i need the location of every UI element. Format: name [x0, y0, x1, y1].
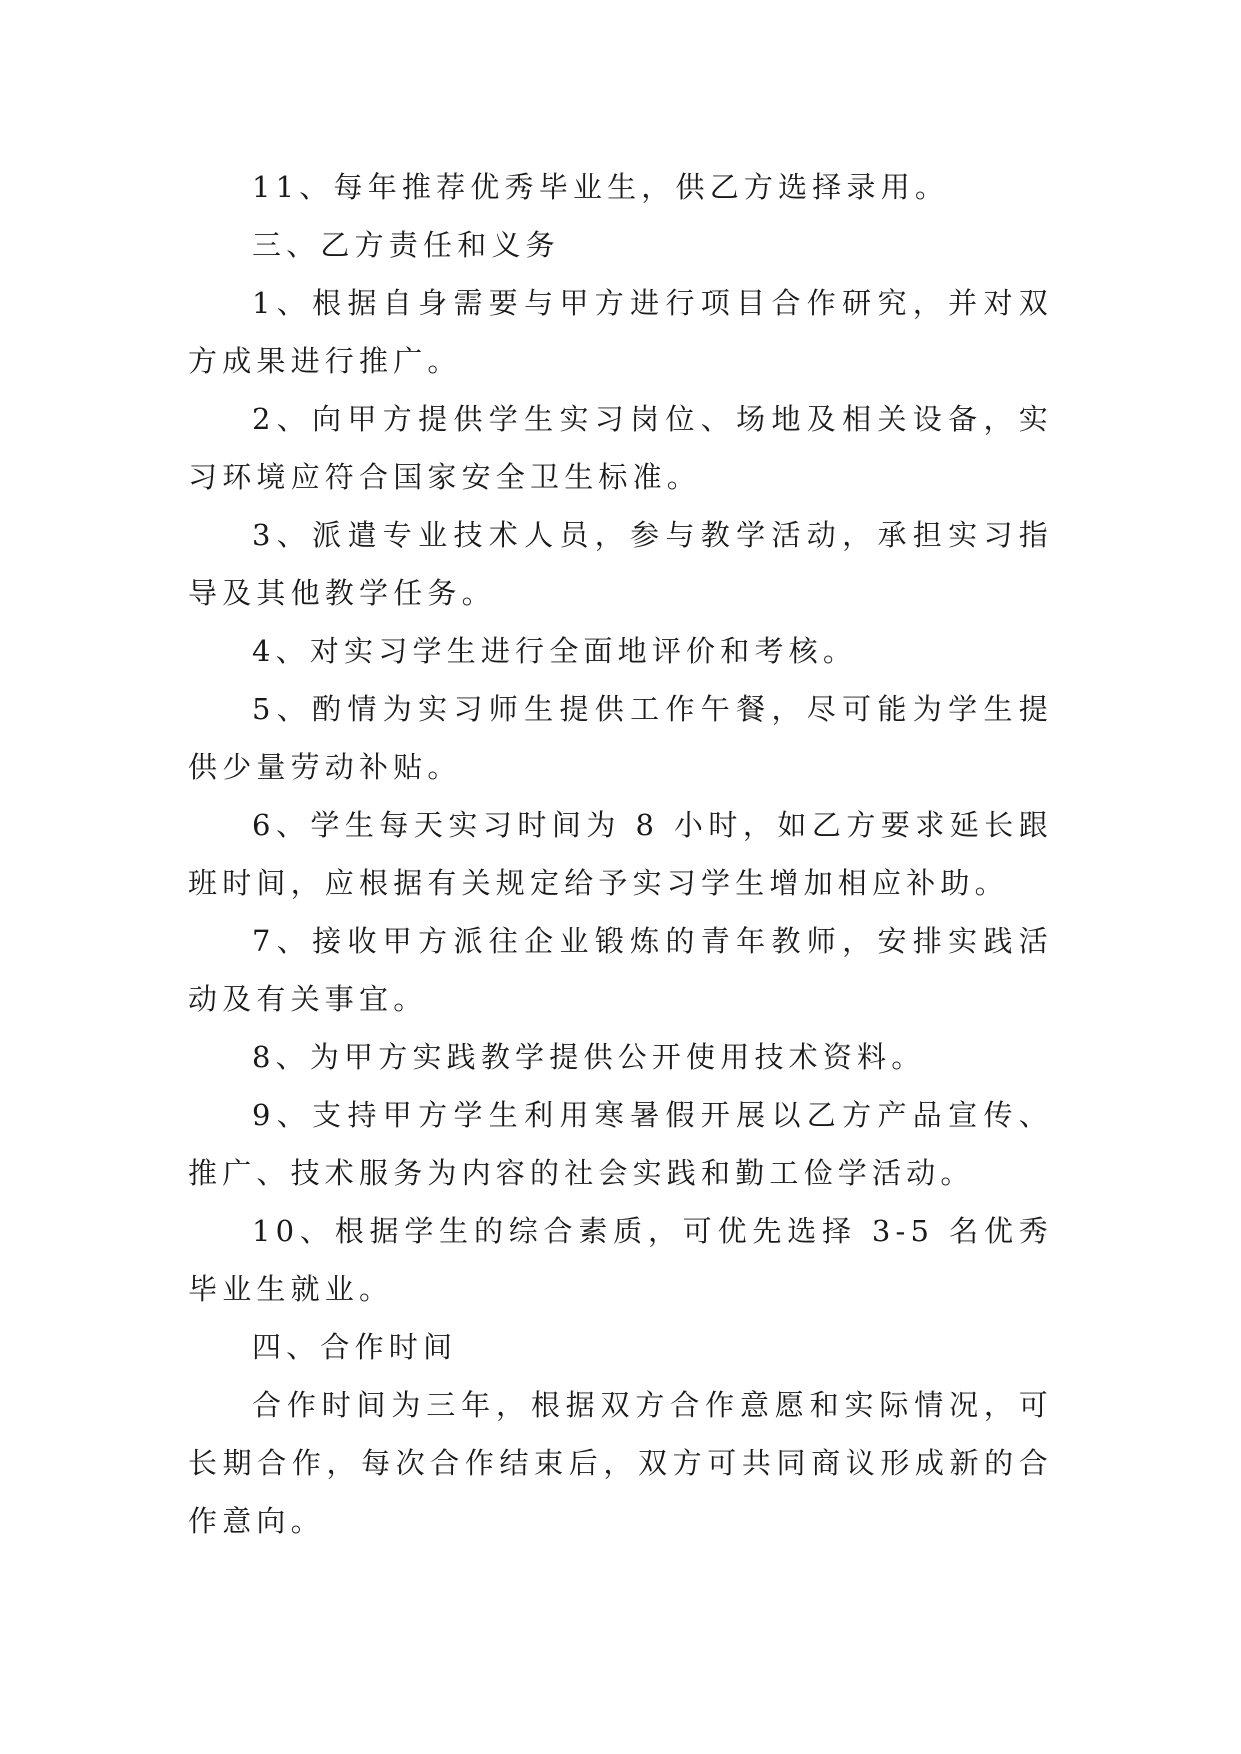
paragraph-item-4-evaluation: 4、对实习学生进行全面地评价和考核。 [252, 634, 858, 668]
paragraph-item-2-internship-positions: 2、向甲方提供学生实习岗位、场地及相关设备，实习环境应符合国家安全卫生标准。 [188, 402, 1053, 494]
document-body [188, 158, 1053, 1550]
paragraph-item-5-meals-subsidy: 5、酌情为实习师生提供工作午餐，尽可能为学生提供少量劳动补贴。 [188, 692, 1053, 784]
paragraph-item-8-technical-materials: 8、为甲方实践教学提供公开使用技术资料。 [252, 1040, 926, 1074]
section-heading-cooperation-period: 四、合作时间 [252, 1330, 458, 1364]
paragraph-item-11-recommend-graduates: 11、每年推荐优秀毕业生，供乙方选择录用。 [252, 170, 950, 204]
paragraph-item-7-young-teachers: 7、接收甲方派往企业锻炼的青年教师，安排实践活动及有关事宜。 [188, 924, 1053, 1016]
paragraph-item-3-technical-staff: 3、派遣专业技术人员，参与教学活动，承担实习指导及其他教学任务。 [188, 518, 1053, 610]
paragraph-cooperation-period-details: 合作时间为三年，根据双方合作意愿和实际情况，可长期合作，每次合作结束后，双方可共同商议形成新的合作意向。 [188, 1388, 1053, 1538]
paragraph-item-9-social-practice: 9、支持甲方学生利用寒暑假开展以乙方产品宣传、推广、技术服务为内容的社会实践和勤工俭学活动。 [188, 1098, 1053, 1190]
paragraph-item-1-cooperative-research: 1、根据自身需要与甲方进行项目合作研究，并对双方成果进行推广。 [188, 286, 1053, 378]
paragraph-item-6-working-hours: 6、学生每天实习时间为 8 小时，如乙方要求延长跟班时间，应根据有关规定给予实习学生增加相应补助。 [188, 808, 1053, 900]
paragraph-item-10-graduate-employment: 10、根据学生的综合素质，可优先选择 3-5 名优秀毕业生就业。 [188, 1214, 1053, 1306]
section-heading-party-b-duties: 三、乙方责任和义务 [252, 228, 560, 262]
